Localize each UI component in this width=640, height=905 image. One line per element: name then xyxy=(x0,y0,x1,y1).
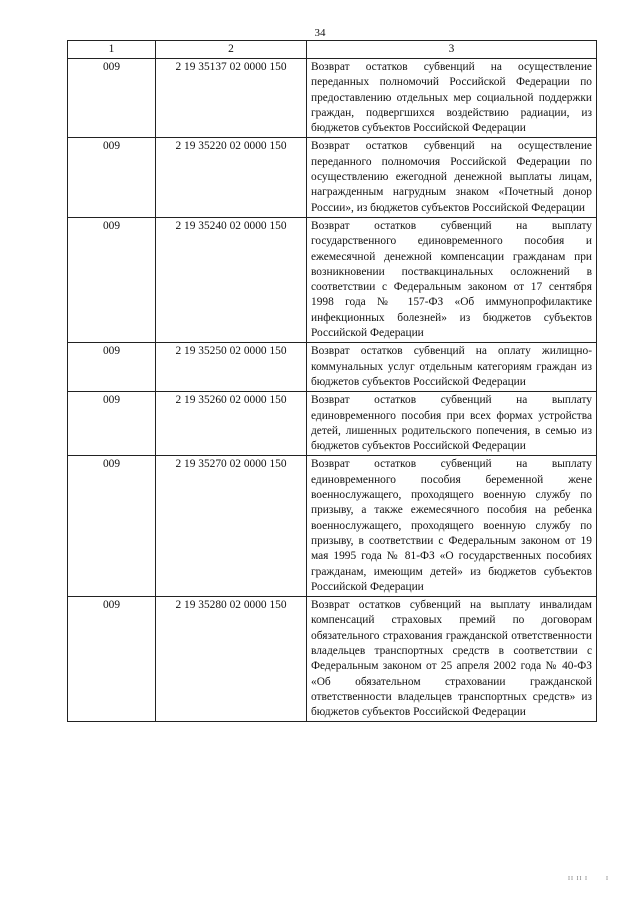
footer-scan-mark-secondary: I xyxy=(606,876,608,882)
table-row xyxy=(68,343,597,392)
page-number: 34 xyxy=(314,27,326,39)
admin-code-cell: 009 xyxy=(68,392,156,456)
description-cell: Возврат остатков субвенций на осуществление переданных полномочий Российской Федерации по предоставлению отдельных мер социальной поддержки граждан, подвергшихся воздействию радиации, из бюджетов субъектов Российской Федерации xyxy=(307,59,597,138)
table-header-row xyxy=(68,41,597,59)
table-row xyxy=(68,217,597,342)
admin-code-cell: 009 xyxy=(68,456,156,597)
footer-scan-mark: II II I xyxy=(568,876,588,882)
header-column-3: 3 xyxy=(307,41,597,59)
description-cell: Возврат остатков субвенций на оплату жилищно-коммунальных услуг отдельным категориям граждан из бюджетов субъектов Российской Федерации xyxy=(307,343,597,392)
admin-code-cell: 009 xyxy=(68,597,156,722)
description-cell: Возврат остатков субвенций на выплату инвалидам компенсаций страховых премий по договорам обязательного страхования гражданской ответственности владельцев транспортных средств в соответствии с Федеральным законом от 25 апреля 2002 года № 40-ФЗ «Об обязательном страховании гражданской ответственности владельцев транспортных средств» из бюджетов субъектов Российской Федерации xyxy=(307,597,597,722)
admin-code-cell: 009 xyxy=(68,343,156,392)
table-row xyxy=(68,59,597,138)
budget-code-cell: 2 19 35240 02 0000 150 xyxy=(156,217,307,342)
description-cell: Возврат остатков субвенций на выплату единовременного пособия беременной жене военнослужащего, проходящего военную службу по призыву, а также ежемесячного пособия на ребенка военнослужащего, проходящего военную службу по призыву, в соответствии с Федеральным законом от 19 мая 1995 года № 81-ФЗ «О государственных пособиях гражданам, имеющим детей» из бюджетов субъектов Российской Федерации xyxy=(307,456,597,597)
budget-code-cell: 2 19 35270 02 0000 150 xyxy=(156,456,307,597)
table-row xyxy=(68,456,597,597)
budget-code-cell: 2 19 35250 02 0000 150 xyxy=(156,343,307,392)
header-column-1: 1 xyxy=(68,41,156,59)
budget-code-cell: 2 19 35137 02 0000 150 xyxy=(156,59,307,138)
admin-code-cell: 009 xyxy=(68,59,156,138)
budget-code-cell: 2 19 35220 02 0000 150 xyxy=(156,138,307,217)
description-cell: Возврат остатков субвенций на выплату единовременного пособия при всех формах устройства детей, лишенных родительского попечения, в семью из бюджетов субъектов Российской Федерации xyxy=(307,392,597,456)
budget-classification-table xyxy=(67,40,597,722)
admin-code-cell: 009 xyxy=(68,217,156,342)
budget-code-cell: 2 19 35280 02 0000 150 xyxy=(156,597,307,722)
budget-code-cell: 2 19 35260 02 0000 150 xyxy=(156,392,307,456)
table-row xyxy=(68,392,597,456)
description-cell: Возврат остатков субвенций на выплату государственного единовременного пособия и ежемесячной денежной компенсации гражданам при возникновении поствакцинальных осложнений в соответствии с Федеральным законом от 17 сентября 1998 года № 157-ФЗ «Об иммунопрофилактике инфекционных болезней» из бюджетов субъектов Российской Федерации xyxy=(307,217,597,342)
table-row xyxy=(68,597,597,722)
admin-code-cell: 009 xyxy=(68,138,156,217)
description-cell: Возврат остатков субвенций на осуществление переданного полномочия Российской Федерации по осуществлению ежегодной денежной выплаты лицам, награжденным нагрудным знаком «Почетный донор России», из бюджетов субъектов Российской Федерации xyxy=(307,138,597,217)
header-column-2: 2 xyxy=(156,41,307,59)
table-row xyxy=(68,138,597,217)
